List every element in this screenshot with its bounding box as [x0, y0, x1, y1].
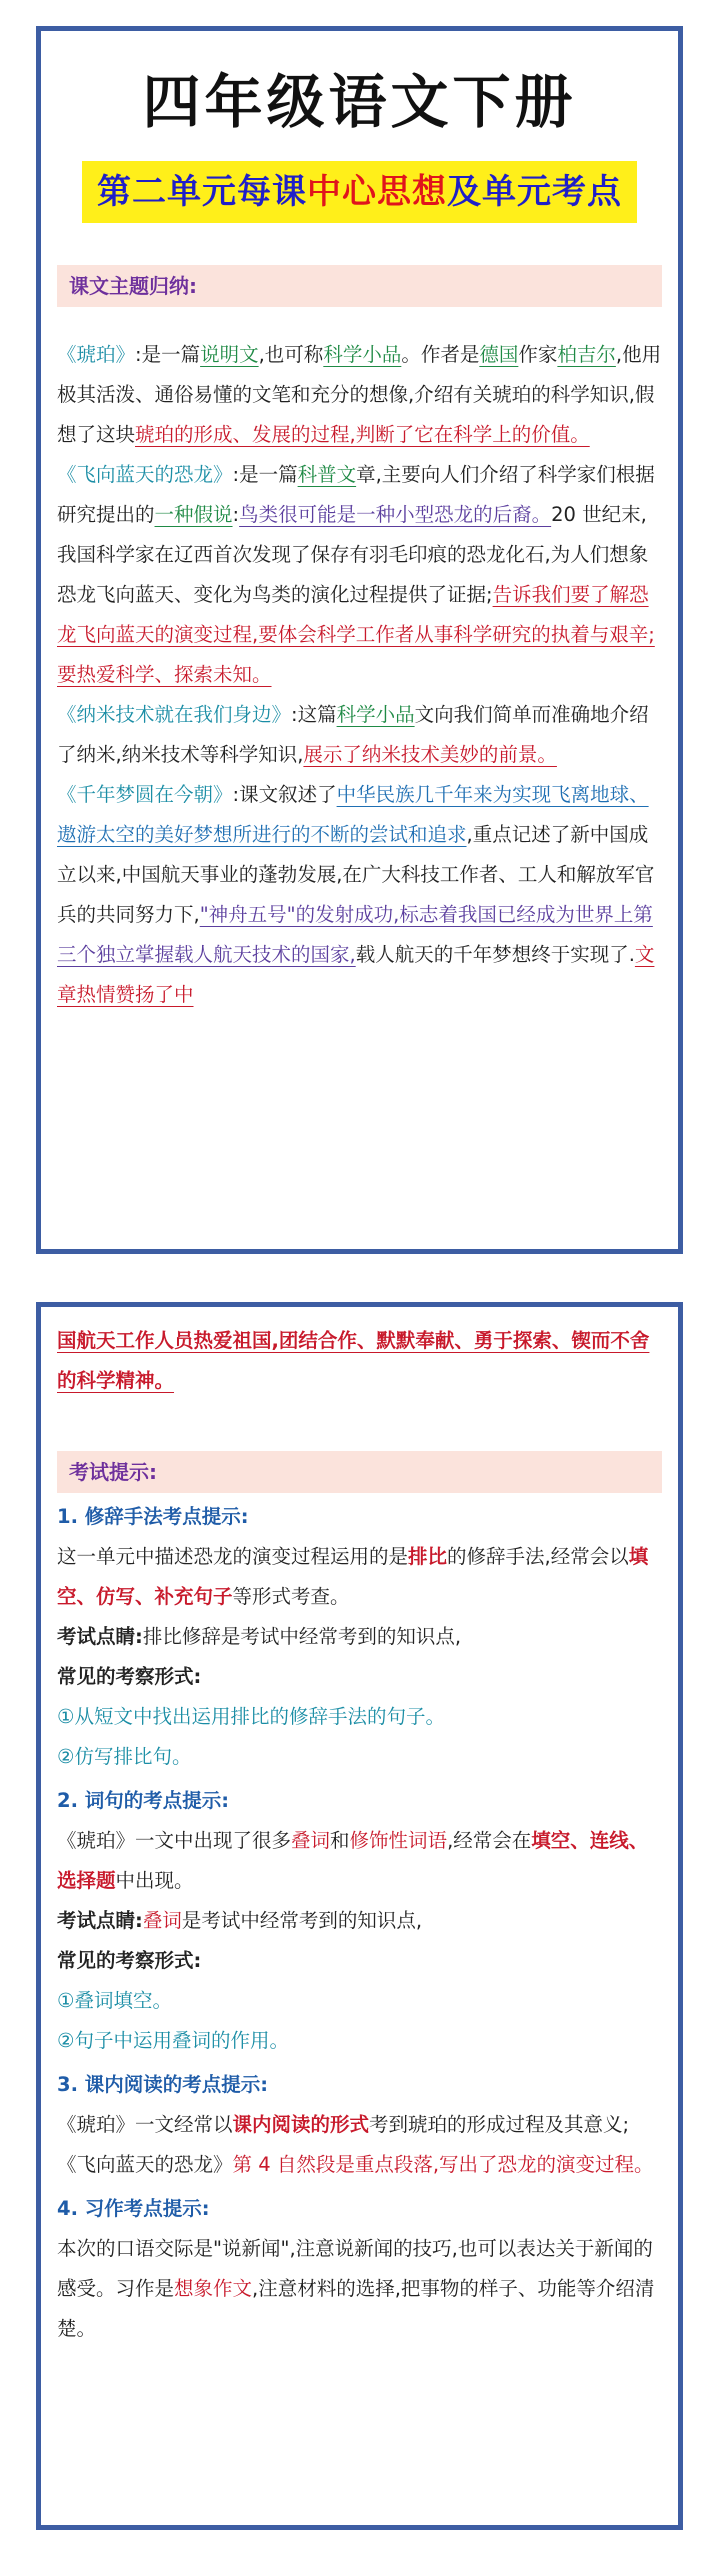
key-term: 排比	[408, 1545, 448, 1568]
continuation-text	[57, 1321, 662, 1401]
exam-point	[57, 1901, 662, 1941]
text: 《琥珀》一文经常以	[57, 2113, 233, 2136]
text: 。作者是	[401, 343, 480, 366]
keyword: 一种假说	[154, 503, 233, 526]
key-term: 第 4 自然段是重点段落,写出了恐龙的演变过程。	[232, 2153, 654, 2176]
tip-text	[57, 1821, 662, 1901]
tip-text	[57, 2105, 662, 2185]
tip-text	[57, 2229, 662, 2349]
text: :是一篇	[232, 463, 298, 486]
key-point: 国航天工作人员热爱祖国,团结合作、默默奉献、勇于探索、锲而不舍的科学精神。	[57, 1329, 650, 1392]
key-point: "神舟五号"的发射成功,标志着我国已经成为世界上第三个独立掌握载人航天技术的国家,	[57, 903, 653, 966]
page-title: 四年级语文下册	[142, 68, 577, 136]
forms-label: 常见的考察形式:	[57, 1949, 202, 1972]
keyword: 科学小品	[323, 343, 402, 366]
key-point: 琥珀的形成、发展的过程,判断了它在科学上的价值。	[135, 423, 590, 446]
text: :课文叙述了	[232, 783, 337, 806]
text: ,也可称	[258, 343, 324, 366]
tip-heading-rhetoric: 1. 修辞手法考点提示:	[57, 1505, 249, 1528]
text: 文向我们简单而准确地介绍了纳米,纳米技术等科学知识,	[57, 703, 649, 766]
subtitle-part-3: 及单元考点	[447, 172, 622, 212]
label: 考试点睛:	[57, 1625, 143, 1648]
key-point: 展示了纳米技术美妙的前景。	[303, 743, 557, 766]
exam-tips-card	[36, 1302, 683, 2530]
summary-card	[36, 26, 683, 1254]
text: 和	[330, 1829, 350, 1852]
text: :这篇	[291, 703, 337, 726]
text: 中出现。	[115, 1869, 194, 1892]
forms-label: 常见的考察形式:	[57, 1665, 202, 1688]
text: :	[232, 503, 240, 526]
key-point: 鸟类很可能是一种小型恐龙的后裔。	[239, 503, 552, 526]
text: 载人航天的千年梦想终于实现了.	[355, 943, 635, 966]
key-term: 修饰性词语	[349, 1829, 448, 1852]
exam-point	[57, 1617, 662, 1657]
key-term: 叠词	[142, 1909, 182, 1932]
text: 20 世纪末,我国科学家在辽西首次发现了保存有羽毛印痕的恐龙化石,为人们想象恐龙飞向蓝天、变化为鸟类的演化过程提供了证据;	[57, 503, 649, 606]
tip-heading-reading: 3. 课内阅读的考点提示:	[57, 2073, 269, 2096]
tip-heading-writing: 4. 习作考点提示:	[57, 2197, 210, 2220]
text: ,注意材料的选择,把事物的样子、功能等介绍清楚。	[57, 2277, 655, 2340]
paragraph-dinosaur	[57, 455, 662, 695]
keyword: 柏吉尔	[557, 343, 616, 366]
lesson-title: 《千年梦圆在今朝》	[57, 783, 233, 806]
subtitle-part-2: 中心思想	[307, 172, 447, 212]
form-item: ①叠词填空。	[57, 1989, 172, 2012]
keyword: 科普文	[297, 463, 357, 486]
text: 章,主要向人们介绍了科学家们根据研究提出的	[57, 463, 655, 526]
key-point: 文章热情赞扬了中	[57, 943, 655, 1006]
text: 的修辞手法,经常会以	[447, 1545, 629, 1568]
section-heading-exam-tips: 考试提示:	[57, 1451, 662, 1493]
keyword: 说明文	[200, 343, 259, 366]
key-term: 想象作文	[174, 2277, 253, 2300]
form-item: ①从短文中找出运用排比的修辞手法的句子。	[57, 1705, 445, 1728]
key-point: 中华民族几千年来为实现飞离地球、遨游太空的美好梦想所进行的不断的尝试和追求	[57, 783, 649, 846]
text: 考到琥珀的形成过程及其意义;《飞向蓝天的恐龙》	[57, 2113, 630, 2176]
key-point: 告诉我们要了解恐龙飞向蓝天的演变过程,要体会科学工作者从事科学研究的执着与艰辛;要热爱科学、探索未知。	[57, 583, 655, 686]
exam-tips-body	[57, 1497, 662, 2349]
lesson-title: 《纳米技术就在我们身边》	[57, 703, 292, 726]
paragraph-nano	[57, 695, 662, 775]
text: 《琥珀》一文中出现了很多	[57, 1829, 292, 1852]
text: ,经常会在	[447, 1829, 532, 1852]
text: 本次的口语交际是"说新闻",注意说新闻的技巧,也可以表达关于新闻的感受。习作是	[57, 2237, 653, 2300]
text: 是考试中经常考到的知识点,	[181, 1909, 423, 1932]
key-term: 叠词	[291, 1829, 331, 1852]
key-term: 填空、连线、选择题	[57, 1829, 649, 1892]
tip-heading-words: 2. 词句的考点提示:	[57, 1789, 230, 1812]
text: 这一单元中描述恐龙的演变过程运用的是	[57, 1545, 409, 1568]
text: 作家	[518, 343, 558, 366]
keyword: 科学小品	[336, 703, 415, 726]
paragraph-space	[57, 775, 662, 1015]
themes-body	[57, 335, 662, 1015]
page-subtitle	[82, 161, 637, 223]
form-item: ②句子中运用叠词的作用。	[57, 2029, 289, 2052]
lesson-title: 《飞向蓝天的恐龙》	[57, 463, 233, 486]
text: ,他用极其活泼、通俗易懂的文笔和充分的想像,介绍有关琥珀的科学知识,假想了这块	[57, 343, 662, 446]
form-item: ②仿写排比句。	[57, 1745, 192, 1768]
label: 考试点睛:	[57, 1909, 143, 1932]
key-term: 课内阅读的形式	[232, 2113, 370, 2136]
text: ,重点记述了新中国成立以来,中国航天事业的蓬勃发展,在广大科技工作者、工人和解放军官兵的共同努力下,	[57, 823, 655, 926]
keyword: 德国	[479, 343, 519, 366]
subtitle-part-1: 第二单元每课	[97, 172, 307, 212]
lesson-title: 《琥珀》	[57, 343, 136, 366]
text: 等形式考查。	[232, 1585, 350, 1608]
paragraph-amber	[57, 335, 662, 455]
tip-text	[57, 1537, 662, 1617]
text: :是一篇	[135, 343, 201, 366]
text: 排比修辞是考试中经常考到的知识点,	[142, 1625, 462, 1648]
key-term: 填空、仿写、补充句子	[57, 1545, 649, 1608]
section-heading-themes: 课文主题归纳:	[57, 265, 662, 307]
